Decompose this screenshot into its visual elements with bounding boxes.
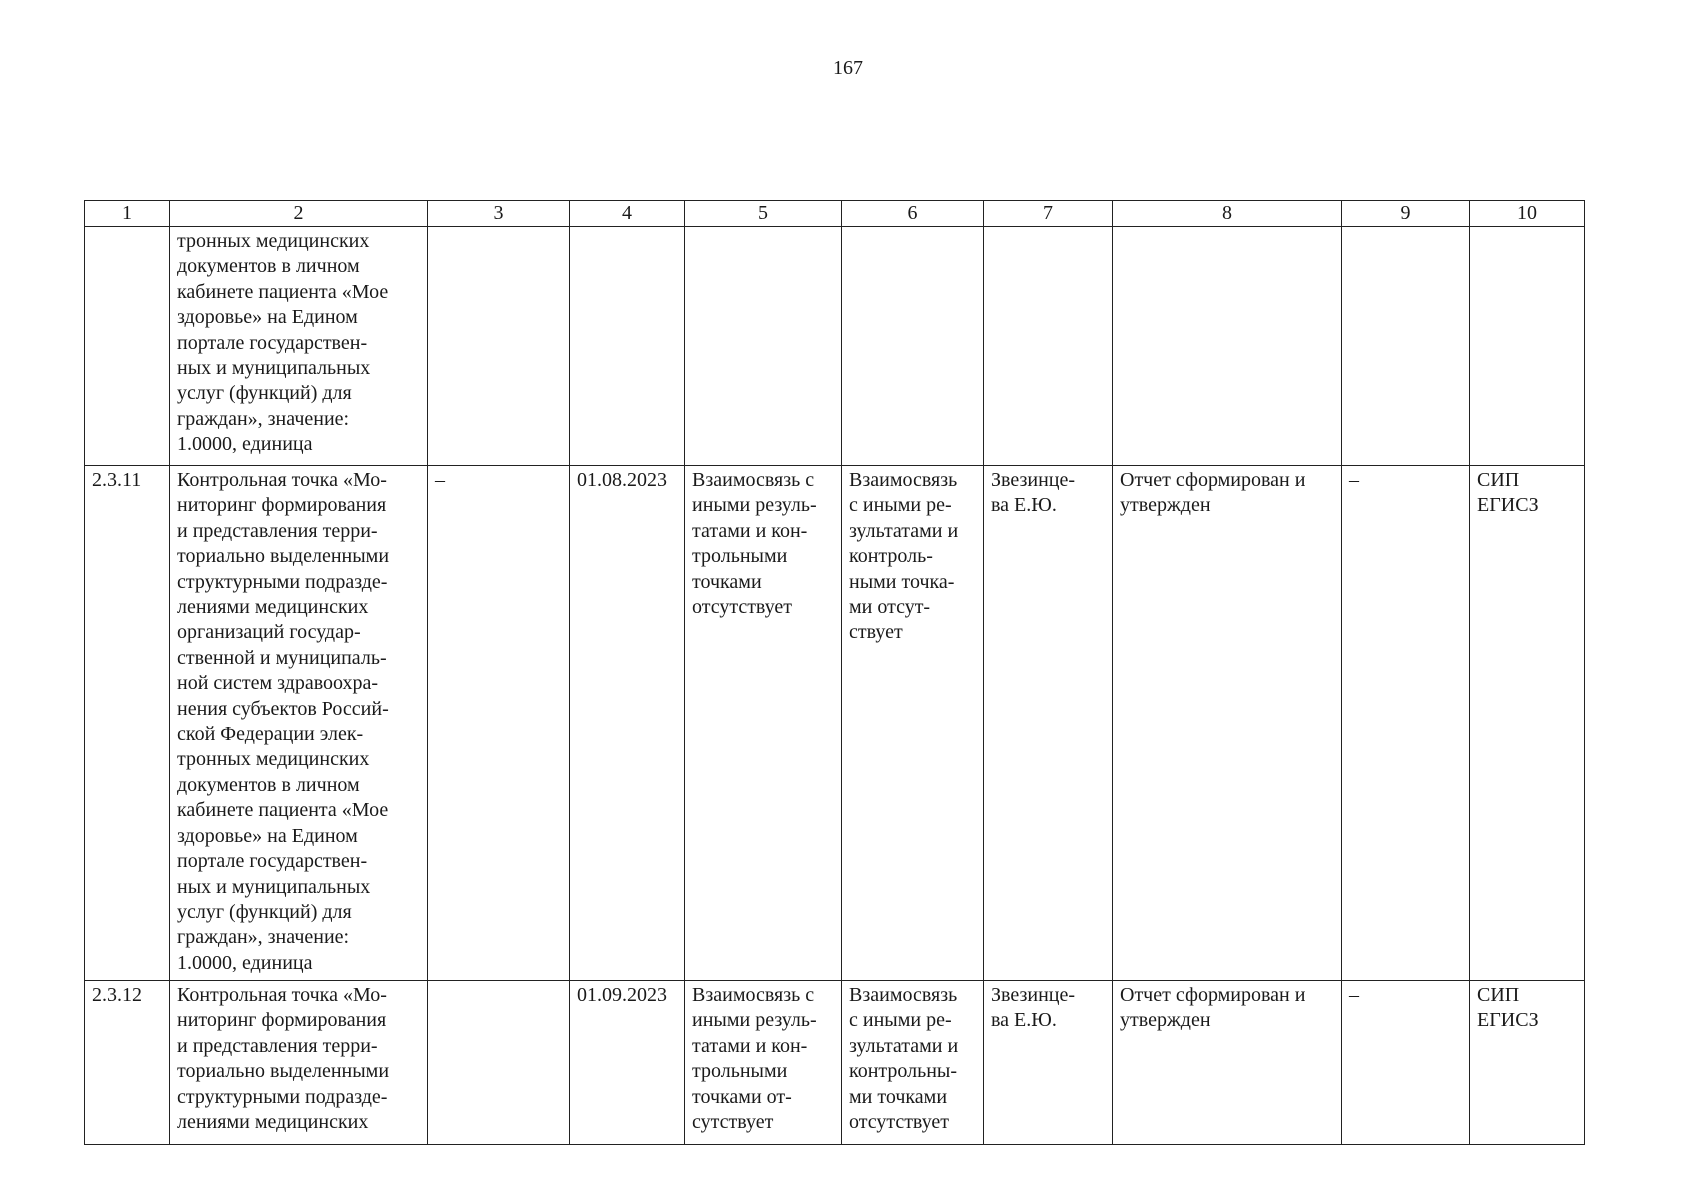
text-line: документов в личном (177, 255, 360, 278)
text-line: ва Е.Ю. (991, 494, 1057, 517)
text-line: СИП (1477, 984, 1520, 1006)
text-line: ственной и муниципаль- (177, 646, 387, 669)
text-line: Звезинце- (991, 469, 1076, 491)
cell-description (170, 466, 428, 981)
text-line: иными резуль- (692, 1009, 817, 1032)
text-line: татами и кон- (692, 519, 808, 542)
cell-col9: – (1342, 466, 1470, 981)
column-number: 9 (1342, 201, 1470, 227)
page-number: 167 (833, 57, 863, 79)
cell-date (570, 227, 685, 466)
column-number: 7 (984, 201, 1113, 227)
cell-col3 (428, 227, 570, 466)
text-line: тронных медицинских (177, 230, 370, 252)
table-row (85, 466, 1585, 981)
text-line: тронных медицинских (177, 748, 370, 771)
text-line: ториально выделенными (177, 545, 390, 568)
text-line: с иными ре- (849, 1009, 952, 1032)
text-line: услуг (функций) для (177, 382, 352, 405)
cell-number (85, 227, 170, 466)
text-line: трольными (692, 1060, 788, 1083)
text-line: ных и муниципальных (177, 875, 371, 898)
text-line: и представления терри- (177, 1034, 378, 1057)
text-line: утвержден (1120, 494, 1211, 517)
text-line: структурными подразде- (177, 1085, 388, 1108)
column-number: 8 (1113, 201, 1342, 227)
text-line: ми отсут- (849, 596, 931, 619)
text-line: Звезинце- (991, 984, 1076, 1006)
text-line: нения субъектов Россий- (177, 697, 389, 720)
text-line: 1.0000, единица (177, 433, 313, 456)
text-line: Отчет сформирован и (1120, 984, 1306, 1006)
text-line: здоровье» на Едином (177, 306, 358, 329)
column-number: 1 (85, 201, 170, 227)
text-line: портале государствен- (177, 331, 368, 354)
text-line: граждан», значение: (177, 407, 350, 430)
plan-table (84, 200, 1585, 1145)
text-line: лениями медицинских (177, 1111, 369, 1134)
cell-col9: – (1342, 981, 1470, 1145)
cell-responsible (984, 466, 1113, 981)
cell-date: 01.08.2023 (570, 466, 685, 981)
cell-result (1113, 227, 1342, 466)
cell-system (1470, 466, 1585, 981)
text-line: ЕГИСЗ (1477, 494, 1539, 517)
cell-col5 (685, 981, 842, 1145)
column-number-row (85, 201, 1585, 227)
cell-col6 (842, 466, 984, 981)
text-line: кабинете пациента «Мое (177, 799, 389, 822)
text-line: трольными (692, 545, 788, 568)
cell-result (1113, 466, 1342, 981)
text-line: документов в личном (177, 773, 360, 796)
text-line: контрольны- (849, 1060, 958, 1083)
column-number: 2 (170, 201, 428, 227)
cell-col3: – (428, 466, 570, 981)
text-line: отсутствует (849, 1111, 950, 1134)
cell-number: 2.3.11 (85, 466, 170, 981)
cell-number: 2.3.12 (85, 981, 170, 1145)
text-line: услуг (функций) для (177, 900, 352, 923)
text-line: контроль- (849, 545, 933, 568)
cell-description (170, 981, 428, 1145)
text-line: с иными ре- (849, 494, 952, 517)
table-row (85, 981, 1585, 1145)
text-line: СИП (1477, 469, 1520, 491)
text-line: иными резуль- (692, 494, 817, 517)
text-line: и представления терри- (177, 519, 378, 542)
text-line: ных и муниципальных (177, 357, 371, 380)
text-line: 1.0000, единица (177, 951, 313, 974)
text-line: ствует (849, 621, 903, 644)
column-number: 5 (685, 201, 842, 227)
text-line: ва Е.Ю. (991, 1009, 1057, 1032)
text-line: структурными подразде- (177, 570, 388, 593)
text-line: ской Федерации элек- (177, 723, 364, 746)
text-line: ными точка- (849, 570, 955, 593)
text-line: здоровье» на Едином (177, 824, 358, 847)
text-line: Отчет сформирован и (1120, 469, 1306, 491)
text-line: Контрольная точка «Мо- (177, 469, 387, 491)
text-line: точками от- (692, 1085, 792, 1108)
text-line: ториально выделенными (177, 1060, 390, 1083)
text-line: ниторинг формирования (177, 1009, 387, 1032)
cell-system (1470, 981, 1585, 1145)
cell-responsible (984, 227, 1113, 466)
text-line: организаций государ- (177, 621, 361, 644)
text-line: портале государствен- (177, 850, 368, 873)
text-line: ми точками (849, 1085, 948, 1108)
text-line: кабинете пациента «Мое (177, 280, 389, 303)
column-number: 3 (428, 201, 570, 227)
text-line: зультатами и (849, 1034, 959, 1057)
text-line: Взаимосвязь с (692, 984, 815, 1006)
text-line: ной систем здравоохра- (177, 672, 379, 695)
text-line: ниторинг формирования (177, 494, 387, 517)
column-number: 4 (570, 201, 685, 227)
cell-col5 (685, 466, 842, 981)
cell-col9 (1342, 227, 1470, 466)
table-row-continuation (85, 227, 1585, 466)
text-line: Взаимосвязь с (692, 469, 815, 491)
text-line: татами и кон- (692, 1034, 808, 1057)
cell-col5 (685, 227, 842, 466)
text-line: лениями медицинских (177, 596, 369, 619)
column-number: 10 (1470, 201, 1585, 227)
text-line: утвержден (1120, 1009, 1211, 1032)
text-line: сутствует (692, 1111, 774, 1134)
text-line: ЕГИСЗ (1477, 1009, 1539, 1032)
text-line: Взаимосвязь (849, 984, 958, 1006)
cell-col3 (428, 981, 570, 1145)
cell-result (1113, 981, 1342, 1145)
text-line: Взаимосвязь (849, 469, 958, 491)
column-number: 6 (842, 201, 984, 227)
text-line: Контрольная точка «Мо- (177, 984, 387, 1006)
text-line: граждан», значение: (177, 926, 350, 949)
cell-col6 (842, 981, 984, 1145)
text-line: отсутствует (692, 596, 793, 619)
cell-description (170, 227, 428, 466)
text-line: зультатами и (849, 519, 959, 542)
cell-responsible (984, 981, 1113, 1145)
cell-date: 01.09.2023 (570, 981, 685, 1145)
text-line: точками (692, 570, 762, 593)
cell-col6 (842, 227, 984, 466)
cell-system (1470, 227, 1585, 466)
